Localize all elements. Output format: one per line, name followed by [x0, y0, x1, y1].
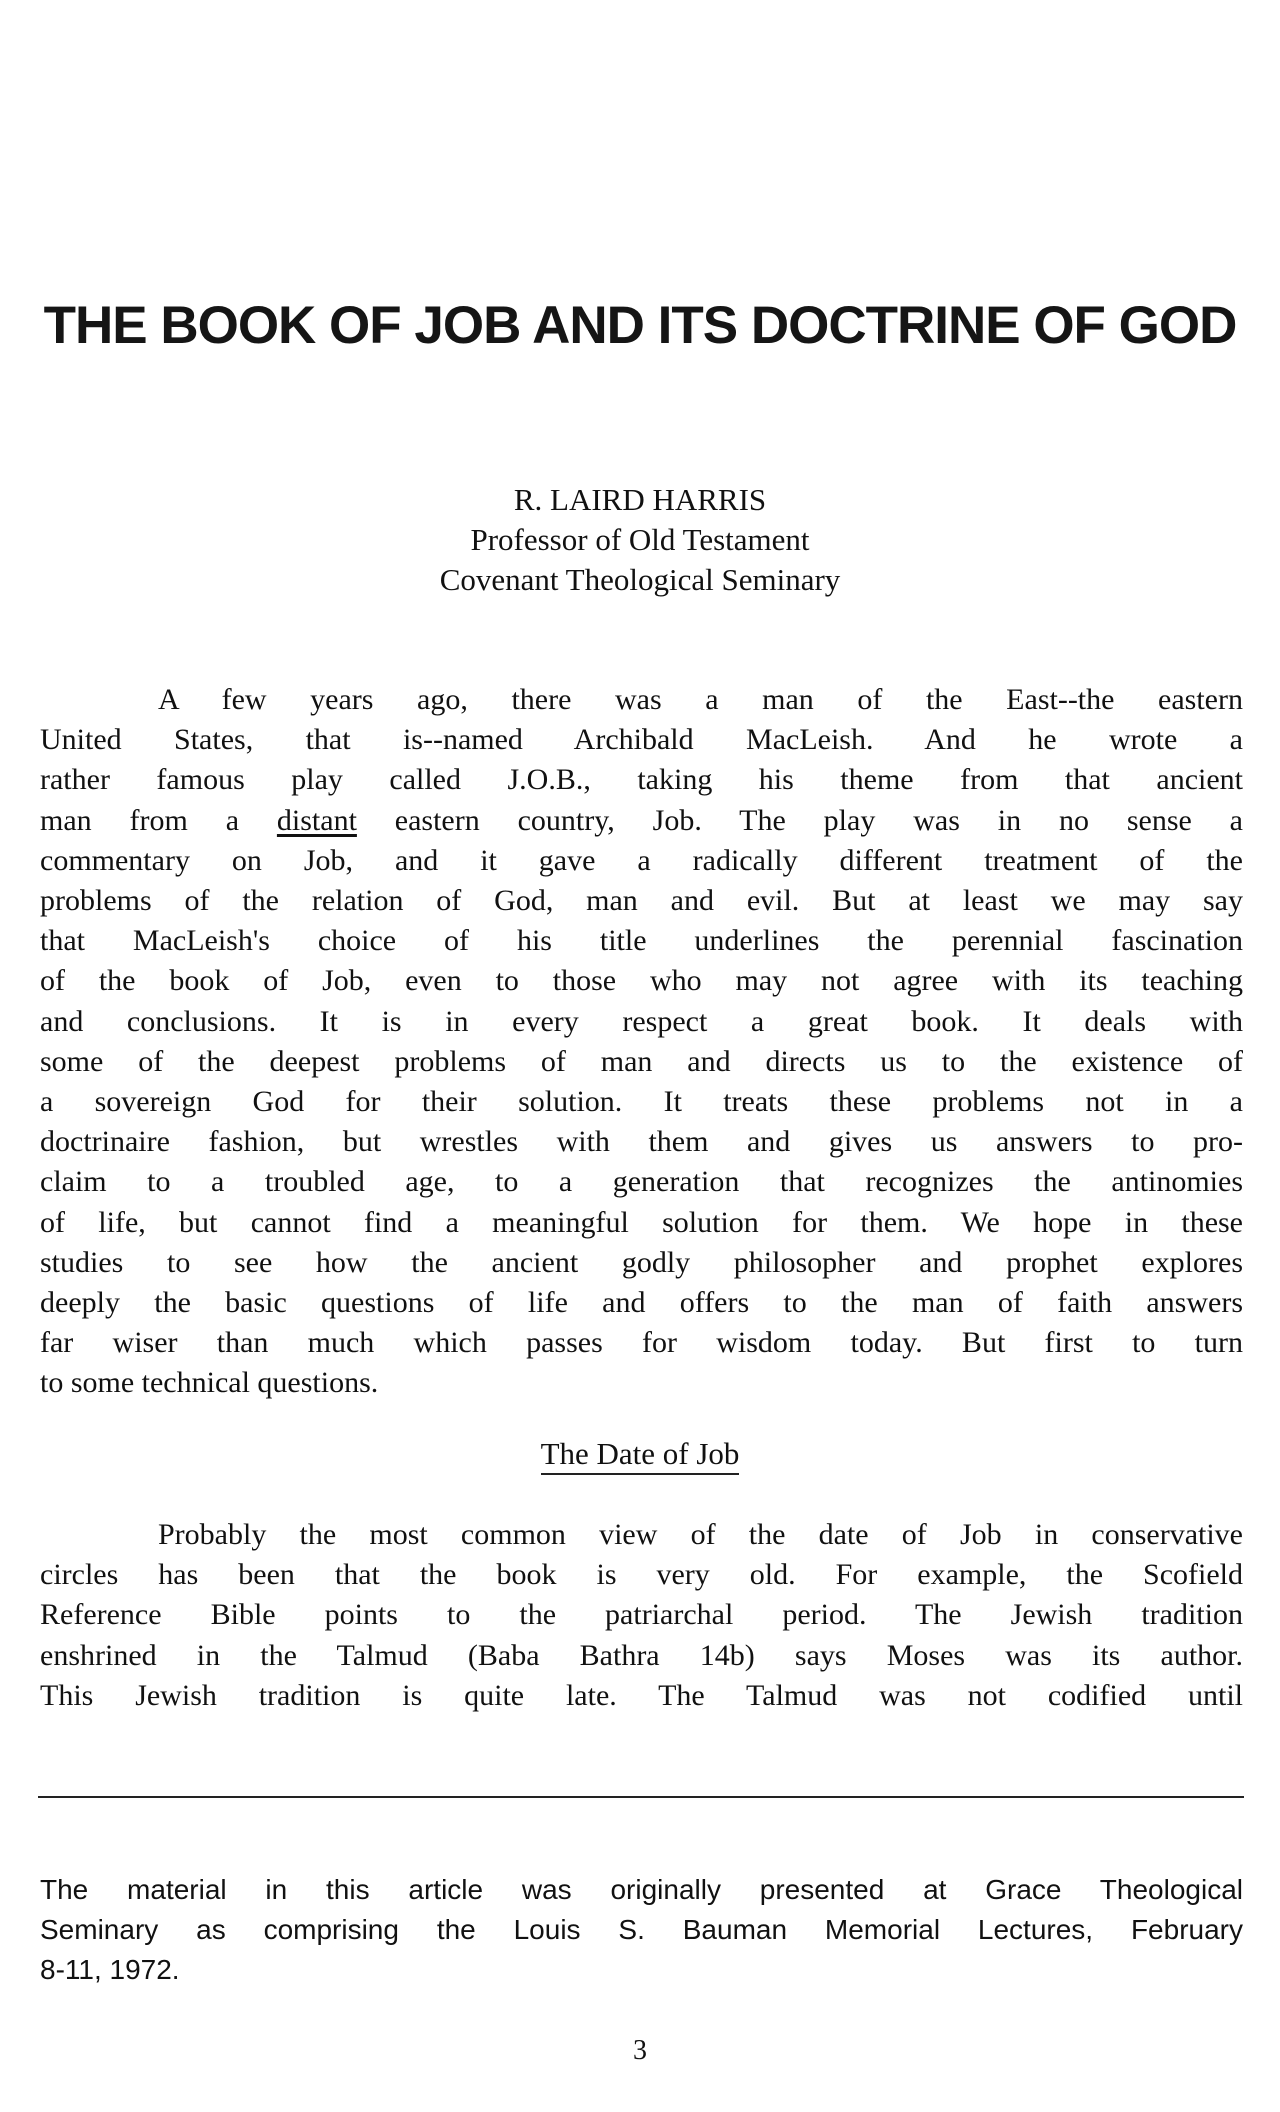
- paragraph-line: [40, 801, 1243, 841]
- paragraph-line: Reference Bible points to the patriarchal period. The Jewish tradition: [40, 1598, 1243, 1632]
- article-title: THE BOOK OF JOB AND ITS DOCTRINE OF GOD: [43, 296, 1237, 355]
- paragraph-line: deeply the basic questions of life and offers to the man of faith answers: [40, 1286, 1243, 1320]
- paragraph-line: This Jewish tradition is quite late. The Talmud was not codified until: [40, 1678, 1243, 1712]
- paragraph-line: United States, that is--named Archibald MacLeish. And he wrote a: [40, 723, 1243, 757]
- footnote-divider: [38, 1796, 1244, 1798]
- author-institution: Covenant Theological Seminary: [439, 562, 841, 597]
- paragraph-line: that MacLeish's choice of his title underlines the perennial fascination: [40, 924, 1243, 958]
- paragraph-line: commentary on Job, and it gave a radically different treatment of the: [40, 843, 1243, 877]
- paragraph-line: circles has been that the book is very old. For example, the Scofield: [40, 1558, 1243, 1592]
- paragraph-line: of the book of Job, even to those who may not agree with its teaching: [40, 964, 1243, 998]
- paragraph-line: claim to a troubled age, to a generation that recognizes the antinomies: [40, 1165, 1243, 1199]
- paragraph-line: a sovereign God for their solution. It treats these problems not in a: [40, 1085, 1243, 1119]
- author-block: [0, 480, 1280, 600]
- paragraph-line: problems of the relation of God, man and evil. But at least we may say: [40, 884, 1243, 918]
- paragraph-line: enshrined in the Talmud (Baba Bathra 14b) says Moses was its author.: [40, 1638, 1243, 1672]
- paragraph-line: of life, but cannot find a meaningful solution for them. We hope in these: [40, 1205, 1243, 1239]
- section-paragraph: [40, 1515, 1243, 1716]
- author-name: R. LAIRD HARRIS: [513, 482, 767, 517]
- paragraph-line: and conclusions. It is in every respect a great book. It deals with: [40, 1004, 1243, 1038]
- author-position: Professor of Old Testament: [470, 522, 810, 557]
- paragraph-line: A few years ago, there was a man of the East--the eastern: [158, 683, 1243, 716]
- footnote-line: Seminary as comprising the Louis S. Bauman Memorial Lectures, February: [40, 1914, 1243, 1945]
- intro-paragraph: [40, 680, 1243, 1404]
- footnote-line: 8-11, 1972.: [40, 1954, 180, 1985]
- paragraph-line: Probably the most common view of the date of Job in conservative: [158, 1518, 1243, 1551]
- paragraph-line: rather famous play called J.O.B., taking his theme from that ancient: [40, 763, 1243, 797]
- line-segment: eastern country, Job. The play was in no sense a: [356, 803, 1243, 837]
- paragraph-line: some of the deepest problems of man and directs us to the existence of: [40, 1044, 1243, 1078]
- section-heading: [0, 1436, 1280, 1472]
- paragraph-line: far wiser than much which passes for wisdom today. But first to turn: [40, 1326, 1243, 1360]
- paragraph-line: to some technical questions.: [40, 1366, 379, 1400]
- footnote-line: The material in this article was originally presented at Grace Theological: [40, 1874, 1243, 1905]
- page-number: 3: [633, 2035, 647, 2066]
- underlined-word: distant: [276, 803, 357, 837]
- paragraph-line: doctrinaire fashion, but wrestles with them and gives us answers to pro-: [40, 1125, 1243, 1159]
- section-heading-text: The Date of Job: [541, 1436, 740, 1475]
- paragraph-line: studies to see how the ancient godly philosopher and prophet explores: [40, 1245, 1243, 1279]
- line-segment: man from a: [40, 803, 277, 837]
- footnote: [40, 1870, 1243, 1990]
